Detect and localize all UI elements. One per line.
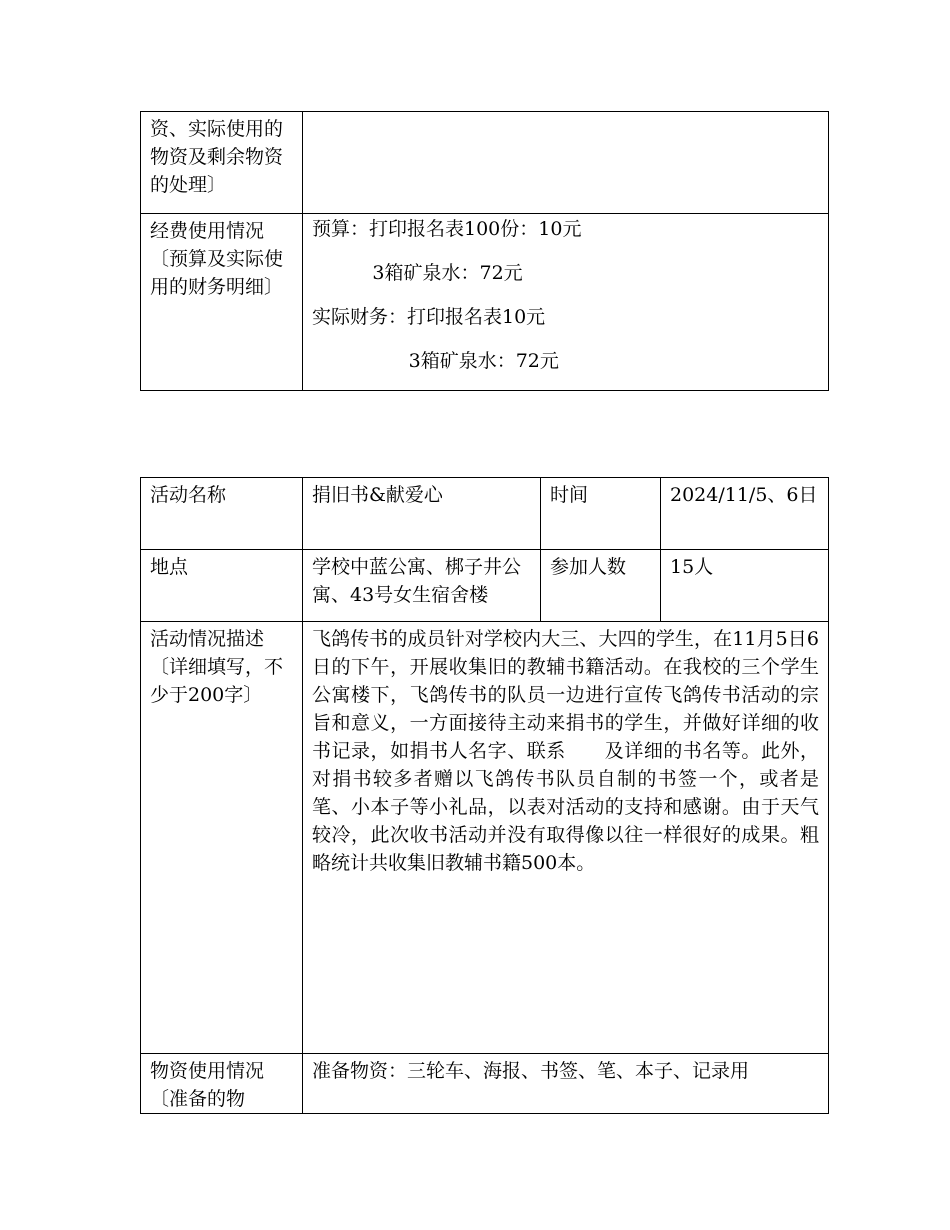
- budget-line-4: 3箱矿泉水：72元: [312, 350, 559, 372]
- expense-details: [303, 214, 829, 391]
- activity-name-label: 活动名称: [141, 478, 303, 550]
- finance-table: [140, 111, 829, 391]
- participants-label: 参加人数: [541, 550, 661, 622]
- materials-value-continued: [303, 112, 829, 214]
- budget-line-1: 预算：打印报名表100份：10元: [312, 218, 582, 240]
- description-value: 飞鸽传书的成员针对学校内大三、大四的学生，在11月5日6日的下午，开展收集旧的教辅书籍活动。在我校的三个学生公寓楼下，飞鸽传书的队员一边进行宣传飞鸽传书活动的宗旨和意义，一方面接待主动来捐书的学生，并做好详细的收书记录，如捐书人名字、联系 及详细的书名等。此外，对捐书较多者赠以飞鸽传书队员自制的书签一个，或者是笔、小本子等小礼品，以表对活动的支持和感谢。由于天气较冷，此次收书活动并没有取得像以往一样很好的成果。粗略统计共收集旧教辅书籍500本。: [303, 622, 829, 1054]
- materials-label: 物资使用情况〔准备的物: [141, 1054, 303, 1114]
- description-label: 活动情况描述〔详细填写，不少于200字〕: [141, 622, 303, 1054]
- activity-table: [140, 477, 829, 1114]
- time-value: 2024/11/5、6日: [661, 478, 829, 550]
- expense-label: 经费使用情况〔预算及实际使用的财务明细〕: [141, 214, 303, 391]
- materials-label-continued: 资、实际使用的物资及剩余物资的处理〕: [141, 112, 303, 214]
- participants-value: 15人: [661, 550, 829, 622]
- budget-line-2: 3箱矿泉水：72元: [312, 262, 523, 284]
- place-label: 地点: [141, 550, 303, 622]
- budget-line-3: 实际财务：打印报名表10元: [312, 306, 546, 328]
- materials-value: 准备物资：三轮车、海报、书签、笔、本子、记录用: [303, 1054, 829, 1114]
- time-label: 时间: [541, 478, 661, 550]
- activity-name-value: 捐旧书&献爱心: [303, 478, 541, 550]
- place-value: 学校中蓝公寓、梆子井公寓、43号女生宿舍楼: [303, 550, 541, 622]
